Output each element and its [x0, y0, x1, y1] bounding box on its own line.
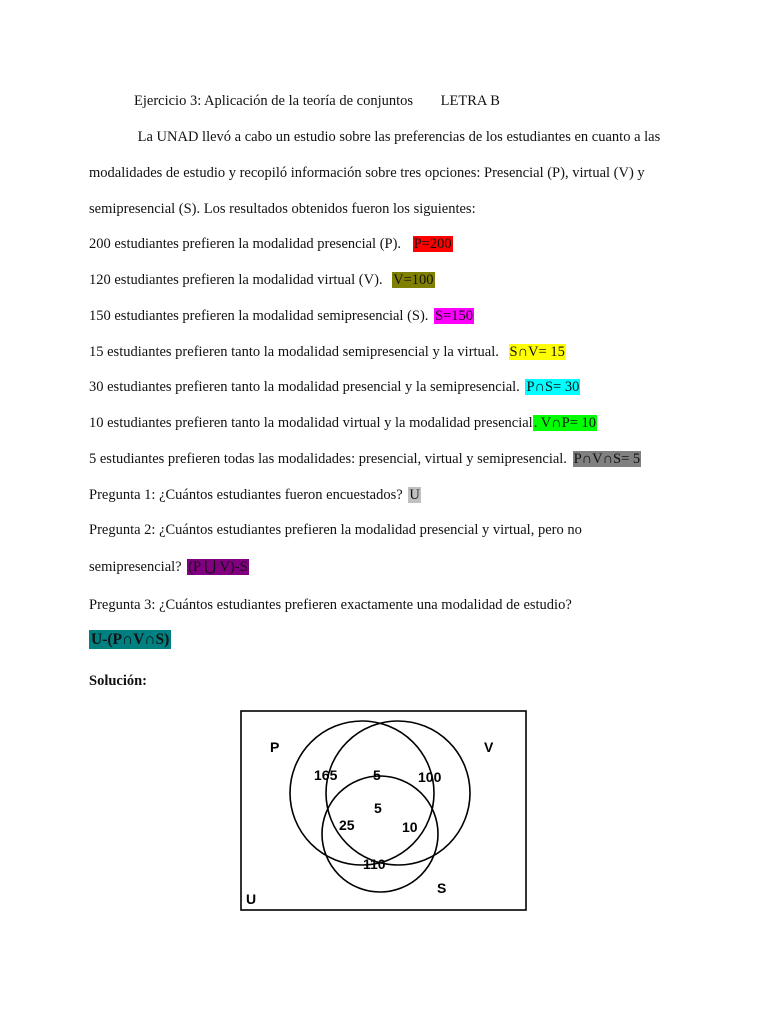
question-1-tag: U	[409, 487, 420, 503]
question-2-text: semipresencial?	[89, 559, 182, 575]
fact-v	[89, 271, 435, 289]
fact-vp-tag: . V∩P= 10	[533, 415, 597, 431]
region-p-only: 165	[314, 767, 338, 783]
fact-v-tag: V=100	[393, 272, 434, 288]
fact-v-text: 120 estudiantes prefieren la modalidad virtual (V).	[89, 272, 383, 288]
label-v: V	[484, 739, 494, 755]
region-pvs: 5	[374, 800, 382, 816]
fact-p-tag: P=200	[413, 236, 452, 252]
exercise-title	[134, 92, 500, 110]
label-u: U	[246, 891, 257, 907]
region-vs: 10	[402, 819, 418, 835]
venn-diagram	[240, 710, 527, 911]
fact-s-tag: S=150	[435, 308, 474, 324]
fact-pvs-text: 5 estudiantes prefieren todas las modalidades: presencial, virtual y semipresencial.	[89, 451, 567, 467]
question-2-line-1: Pregunta 2: ¿Cuántos estudiantes prefieren la modalidad presencial y virtual, pero no	[89, 522, 582, 538]
exercise-title-text: Ejercicio 3: Aplicación de la teoría de conjuntos	[134, 93, 414, 109]
fact-ps	[89, 378, 580, 396]
venn-svg	[240, 710, 527, 911]
fact-ps-text: 30 estudiantes prefieren tanto la modalidad presencial y la semipresencial.	[89, 379, 520, 395]
exercise-letter: LETRA B	[440, 93, 500, 109]
region-s-only: 110	[363, 856, 386, 872]
fact-vp-text: 10 estudiantes prefieren tanto la modalidad virtual y la modalidad presencial	[89, 415, 533, 431]
region-v-only: 100	[418, 769, 442, 785]
fact-ps-tag: P∩S= 30	[526, 379, 580, 395]
question-2-tag: (P ⋃ V)-S	[188, 559, 248, 575]
formula	[89, 631, 171, 649]
fact-sv-tag: S∩V= 15	[509, 344, 565, 360]
fact-pvs-tag: P∩V∩S= 5	[573, 451, 641, 467]
question-1-text: Pregunta 1: ¿Cuántos estudiantes fueron encuestados?	[89, 487, 403, 503]
intro-line-1	[89, 128, 660, 146]
intro-text-1: La UNAD llevó a cabo un estudio sobre las preferencias de los estudiantes en cuanto a las	[137, 129, 661, 145]
intro-line-3: semipresencial (S). Los resultados obtenidos fueron los siguientes:	[89, 201, 476, 217]
intro-line-2: modalidades de estudio y recopiló información sobre tres opciones: Presencial (P), virtual (V) y	[89, 165, 645, 181]
fact-p-text: 200 estudiantes prefieren la modalidad presencial (P).	[89, 236, 402, 252]
question-3: Pregunta 3: ¿Cuántos estudiantes prefieren exactamente una modalidad de estudio?	[89, 597, 572, 613]
region-pv: 5	[373, 767, 381, 783]
fact-p	[89, 235, 453, 253]
label-s: S	[437, 880, 447, 896]
solution-label: Solución:	[89, 673, 148, 689]
formula-text: U-(P∩V∩S)	[91, 631, 170, 648]
label-p: P	[270, 739, 280, 755]
question-1	[89, 486, 421, 504]
question-2-line-2	[89, 558, 249, 576]
fact-pvs	[89, 450, 641, 468]
region-ps: 25	[339, 817, 355, 833]
fact-sv-text: 15 estudiantes prefieren tanto la modalidad semipresencial y la virtual.	[89, 344, 499, 360]
fact-s-text: 150 estudiantes prefieren la modalidad semipresencial (S).	[89, 308, 429, 324]
fact-sv	[89, 343, 566, 361]
fact-vp	[89, 414, 597, 432]
fact-s	[89, 307, 474, 325]
